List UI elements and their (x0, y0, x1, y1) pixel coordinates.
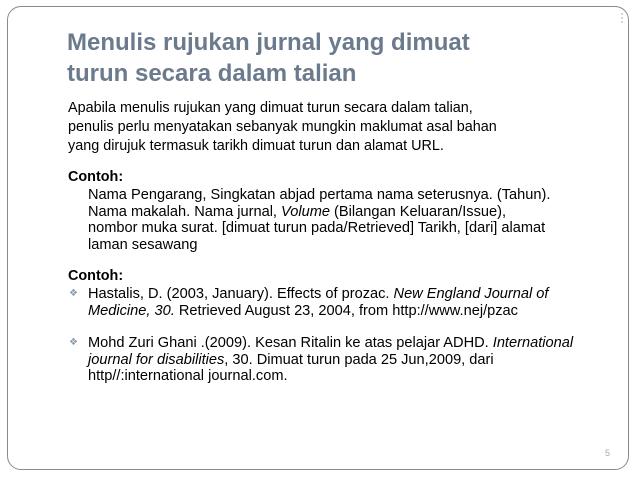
example-heading: Contoh: (68, 169, 124, 185)
reference-list (68, 286, 613, 385)
intro-line: yang dirujuk termasuk tarikh dimuat turun dan alamat URL. (68, 138, 444, 154)
reference-item (68, 335, 613, 385)
example-format-text (68, 187, 613, 253)
page-number: 5 (604, 448, 610, 458)
format-line: Nama Pengarang, Singkatan abjad pertama nama seterusnya. (Tahun). (88, 187, 551, 203)
example-heading: Contoh: (68, 268, 124, 284)
format-italic: Volume (281, 203, 330, 220)
reference-item (68, 286, 613, 319)
intro-paragraph (68, 99, 613, 156)
reference-text: Hastalis, D. (2003, January). Effects of prozac. (88, 286, 394, 302)
slide-content (68, 99, 613, 401)
example-references-block (68, 267, 613, 385)
example-format-block (68, 168, 613, 253)
format-line: nombor muka surat. [dimuat turun pada/Retrieved] Tarikh, [dari] alamat (88, 220, 546, 236)
slide-title (67, 27, 607, 89)
reference-text: Retrieved August 23, 2004, from http://www.nej/pzac (174, 302, 518, 319)
reference-text: Mohd Zuri Ghani .(2009). Kesan Ritalin ke atas pelajar ADHD. (88, 335, 493, 351)
diamond-bullet-icon: ❖ (69, 288, 78, 299)
reference-journal: New England Journal of Medicine, 30. (88, 286, 549, 319)
reference-text: , 30. Dimuat turun pada 25 Jun,2009, dari http//:international journal.com. (88, 351, 494, 384)
diamond-bullet-icon: ❖ (69, 337, 78, 348)
reference-journal: International journal for disabilities (88, 335, 574, 368)
intro-line: penulis perlu menyatakan sebanyak mungkin maklumat asal bahan (68, 119, 497, 135)
title-line-1: Menulis rujukan jurnal yang dimuat (67, 29, 470, 56)
format-line: (Bilangan Keluaran/Issue), (330, 203, 507, 220)
intro-line: Apabila menulis rujukan yang dimuat turun secara dalam talian, (68, 100, 473, 116)
corner-dots-icon (619, 11, 625, 25)
format-line: laman sesawang (88, 236, 198, 253)
title-line-2: turun secara dalam talian (67, 60, 357, 87)
format-line: Nama makalah. Nama jurnal, (88, 203, 282, 220)
